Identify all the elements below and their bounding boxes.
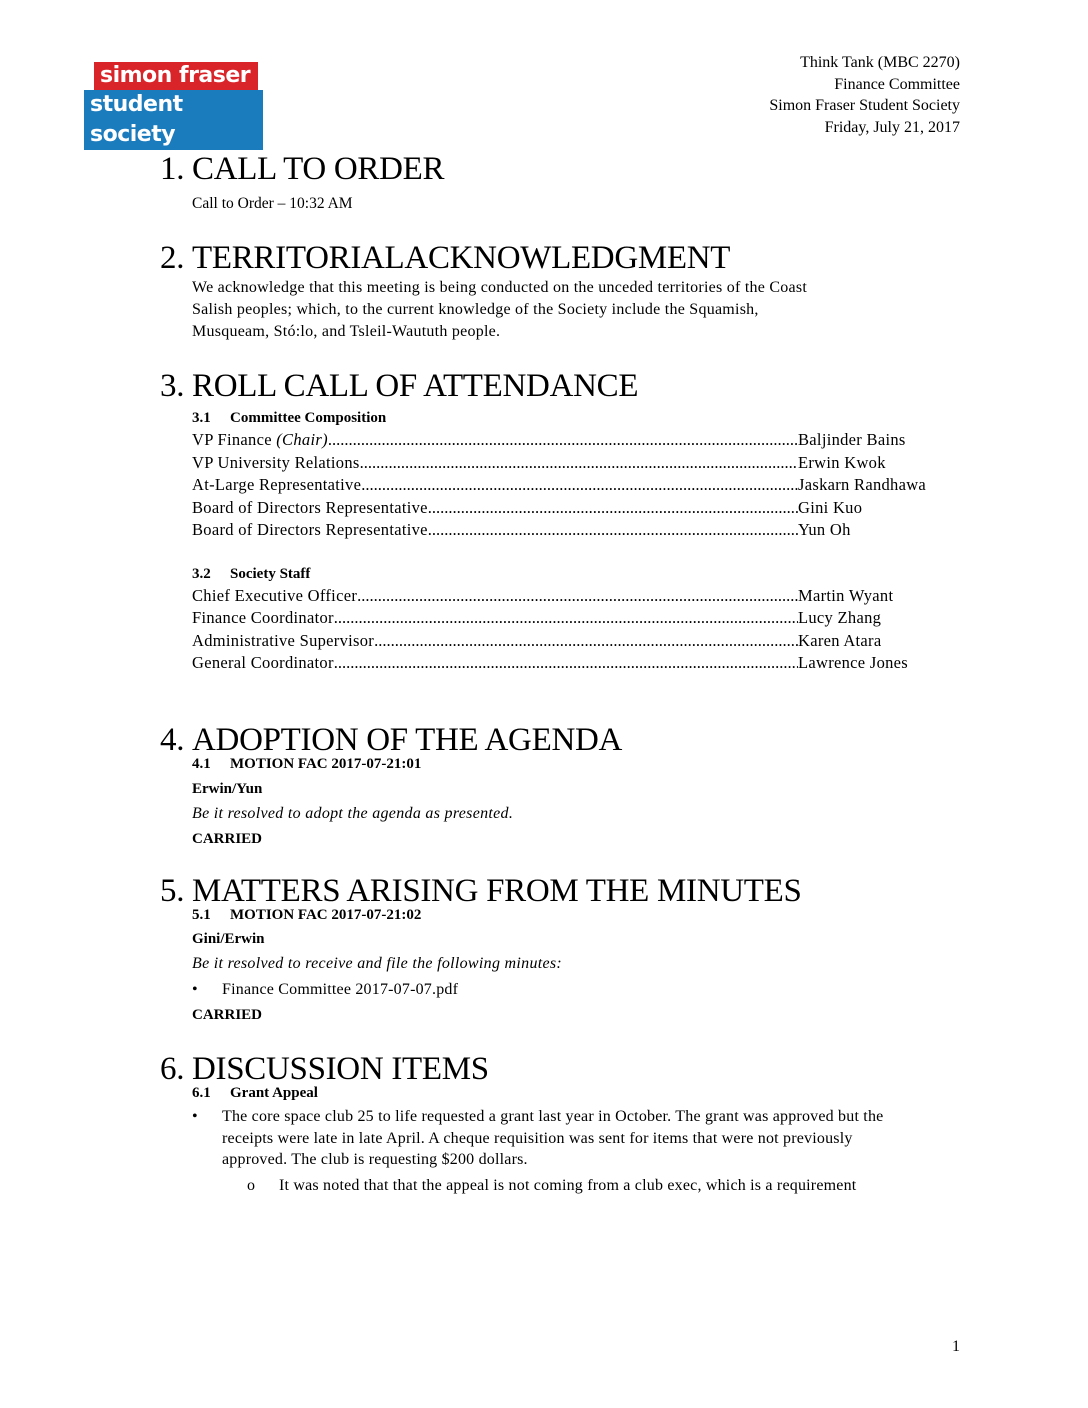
attendance-row: At-Large Representative ..... Jaskarn Randhawa — [192, 474, 960, 497]
minutes-body — [160, 148, 960, 1196]
document-header — [769, 52, 960, 138]
attendance-row: Finance Coordinator ..... Lucy Zhang — [192, 607, 960, 630]
motion-result: CARRIED — [192, 1007, 263, 1023]
motion-resolution: Be it resolved to adopt the agenda as presented. — [192, 804, 514, 822]
section-call-to-order-heading: 1. CALL TO ORDER — [160, 151, 445, 187]
logo-line-1: simon fraser — [94, 62, 258, 90]
territorial-acknowledgment-text: We acknowledge that this meeting is being conducted on the unceded territories of the Coast Salish peoples; which, to the current knowledge of the Society include the Squamish, Musqueam, Stó:lo, and Tsleil-Waututh people. — [192, 279, 808, 340]
attendance-row: VP University Relations ..... Erwin Kwok — [192, 452, 960, 475]
roll-call — [192, 407, 960, 675]
motion-movers: Erwin/Yun — [192, 780, 263, 797]
page-number: 1 — [952, 1338, 960, 1355]
attendance-row: Board of Directors Representative ..... Yun Oh — [192, 519, 960, 542]
sfss-logo — [84, 62, 264, 150]
section-roll-call-heading: 3. ROLL CALL OF ATTENDANCE — [160, 368, 639, 404]
section-matters-arising-heading: 5. MATTERS ARISING FROM THE MINUTES — [160, 872, 802, 909]
header-location: Think Tank (MBC 2270) — [800, 54, 960, 71]
motion-movers: Gini/Erwin — [192, 930, 265, 947]
section-territorial-heading: 2. TERRITORIALACKNOWLEDGMENT — [160, 240, 731, 276]
sub-list-item: o It was noted that that the appeal is not coming from a club exec, which is a requirement — [247, 1176, 857, 1194]
attendance-row: VP Finance (Chair) ..... Baljinder Bains — [192, 429, 960, 452]
attendance-row: General Coordinator ..... Lawrence Jones — [192, 652, 960, 675]
motion-resolution: Be it resolved to receive and file the following minutes: — [192, 954, 563, 972]
attendance-row: Board of Directors Representative ..... Gini Kuo — [192, 497, 960, 520]
matters-arising-motion — [192, 904, 960, 975]
list-item: • Finance Committee 2017-07-07.pdf — [192, 980, 459, 998]
motion-number: 4.1 MOTION FAC 2017-07-21:01 — [192, 755, 422, 772]
attendance-row: Chief Executive Officer ..... Martin Wyant — [192, 585, 960, 608]
staff-list — [192, 585, 960, 675]
header-committee: Finance Committee — [834, 75, 960, 93]
header-organization: Simon Fraser Student Society — [769, 97, 960, 114]
committee-composition-heading: 3.1 Committee Composition — [192, 410, 387, 426]
discussion-items — [192, 1082, 960, 1104]
adoption-motion — [192, 753, 960, 850]
call-to-order-text: Call to Order – 10:32 AM — [192, 195, 353, 212]
section-discussion-heading: 6. DISCUSSION ITEMS — [160, 1051, 489, 1087]
header-date: Friday, July 21, 2017 — [824, 118, 960, 136]
logo-line-2: student society — [84, 90, 263, 150]
society-staff-heading: 3.2 Society Staff — [192, 565, 311, 582]
committee-list — [192, 429, 960, 542]
grant-appeal-heading: 6.1 Grant Appeal — [192, 1085, 318, 1101]
motion-result: CARRIED — [192, 830, 263, 847]
list-item: • The core space club 25 to life requested a grant last year in October. The grant was approved but the receipts were late in late April. A cheque requisition was sent for items that were not previously approved. The club is requesting $200 dollars. — [192, 1108, 884, 1168]
motion-number: 5.1 MOTION FAC 2017-07-21:02 — [192, 906, 422, 923]
section-adoption-heading: 4. ADOPTION OF THE AGENDA — [160, 721, 623, 758]
attendance-row: Administrative Supervisor ..... Karen Atara — [192, 630, 960, 653]
